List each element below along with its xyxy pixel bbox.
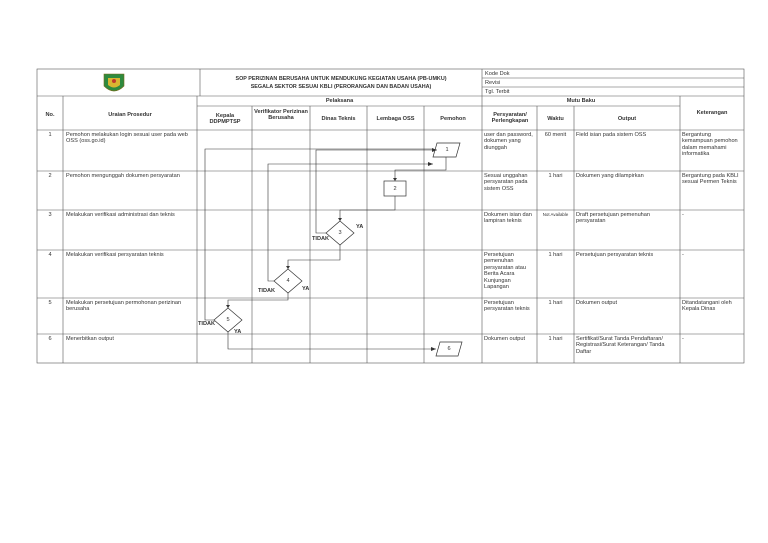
row-4-requirement: Persetujuan pemenuhan persyaratan atau Berita Acara Kunjungan Lapangan <box>484 252 526 291</box>
col-header-dinas-teknis: Dinas Teknis <box>321 116 356 122</box>
flow-step-4-yes-label: YA <box>302 286 310 292</box>
row-5-procedure: Melakukan persetujuan permohonan perizinan berusaha <box>66 300 182 313</box>
col-header-time: Waktu <box>547 116 564 122</box>
row-5-requirement: Persetujuan persyaratan teknis <box>484 300 530 313</box>
row-3-no: 3 <box>48 212 52 218</box>
row-2-procedure: Pemohon mengunggah dokumen persyaratan <box>66 173 180 179</box>
document-title-line-2: SEGALA SEKTOR SESUAI KBLI (PERORANGAN DAN BADAN USAHA) <box>250 84 432 90</box>
row-3-procedure: Melakukan verifikasi administrasi dan teknis <box>66 212 175 218</box>
row-2-requirement: Sesuai unggahan persyaratan pada sistem OSS <box>484 173 528 192</box>
row-1-no: 1 <box>48 132 52 138</box>
row-2-time: 1 hari <box>548 173 563 179</box>
col-header-requirement: Persyaratan/ Perlengkapan <box>491 112 529 125</box>
row-1-procedure: Pemohon melakukan login sesuai user pada web OSS (oss.go.id) <box>66 132 188 145</box>
row-6-output: Sertifikat/Surat Tanda Pendaftaran/ Registrasi/Surat Keterangan/ Tanda Daftar <box>576 336 665 355</box>
row-1-notes: Bergantung kemampuan pemohon dalam memahami informatika <box>682 132 738 158</box>
col-header-verifikator: Verifikator Perizinan Berusaha <box>254 109 308 122</box>
flow-step-1-label: 1 <box>445 147 449 153</box>
row-3-time: Not Available <box>542 212 569 217</box>
meta-kode-dok-label: Kode Dok <box>485 71 510 77</box>
row-5-output: Dokumen output <box>576 300 618 306</box>
flow-step-2-label: 2 <box>393 186 397 192</box>
col-header-notes: Keterangan <box>696 110 728 116</box>
row-1-time: 60 menit <box>544 132 567 138</box>
row-4-procedure: Melakukan verifikasi persyaratan teknis <box>66 252 164 258</box>
flowchart <box>205 143 462 356</box>
col-header-lembaga-oss: Lembaga OSS <box>376 116 415 122</box>
row-3-output: Draft persetujuan pemenuhan persyaratan <box>576 212 651 225</box>
regional-emblem-logo <box>104 74 124 91</box>
row-4-notes: - <box>682 252 684 258</box>
row-4-no: 4 <box>48 252 52 258</box>
flow-step-5-label: 5 <box>226 317 230 323</box>
row-6-no: 6 <box>48 336 52 342</box>
flow-step-4-label: 4 <box>286 278 290 284</box>
col-header-output: Output <box>617 116 637 122</box>
flow-step-3-label: 3 <box>338 230 342 236</box>
row-2-output: Dokumen yang dilampirkan <box>576 173 644 179</box>
flow-step-5-no-label: TIDAK <box>198 321 216 327</box>
row-6-notes: - <box>682 336 684 342</box>
row-6-time: 1 hari <box>548 336 563 342</box>
meta-tgl-terbit-label: Tgl. Terbit <box>485 89 510 95</box>
flow-step-3-no-label: TIDAK <box>312 236 330 242</box>
col-header-pemohon: Pemohon <box>440 116 466 122</box>
flow-step-5-yes-label: YA <box>234 329 242 335</box>
flow-step-3-yes-label: YA <box>356 224 364 230</box>
row-2-notes: Bergantung pada KBLI sesuai Permen Teknis <box>682 173 739 186</box>
flow-arrowheads <box>226 148 437 351</box>
document-title-line-1: SOP PERIZINAN BERUSAHA UNTUK MENDUKUNG KEGIATAN USAHA (PB-UMKU) <box>235 76 447 82</box>
row-6-requirement: Dokumen output <box>484 336 526 342</box>
col-group-pelaksana: Pelaksana <box>325 98 354 104</box>
row-5-notes: Ditandatangani oleh Kepala Dinas <box>682 300 732 313</box>
row-3-requirement: Dokumen isian dan lampiran teknis <box>484 212 532 225</box>
row-4-time: 1 hari <box>548 252 563 258</box>
meta-revisi-label: Revisi <box>485 80 501 86</box>
row-1-output: Field isian pada sistem OSS <box>576 132 647 138</box>
col-header-procedure: Uraian Prosedur <box>108 112 152 118</box>
row-4-output: Persetujuan persyaratan teknis <box>576 252 654 258</box>
row-5-time: 1 hari <box>548 300 563 306</box>
row-1-requirement: user dan password, dokumen yang diunggah <box>484 132 533 151</box>
flow-step-6-label: 6 <box>447 346 451 352</box>
col-group-mutu-baku: Mutu Baku <box>566 98 596 104</box>
row-6-procedure: Menerbitkan output <box>66 336 114 342</box>
row-2-no: 2 <box>48 173 52 179</box>
col-header-kepala: Kepala DDPMPTSP <box>209 113 241 126</box>
col-header-no: No. <box>45 112 55 118</box>
row-3-notes: - <box>682 212 684 218</box>
flow-step-4-no-label: TIDAK <box>258 288 276 294</box>
row-5-no: 5 <box>48 300 52 306</box>
